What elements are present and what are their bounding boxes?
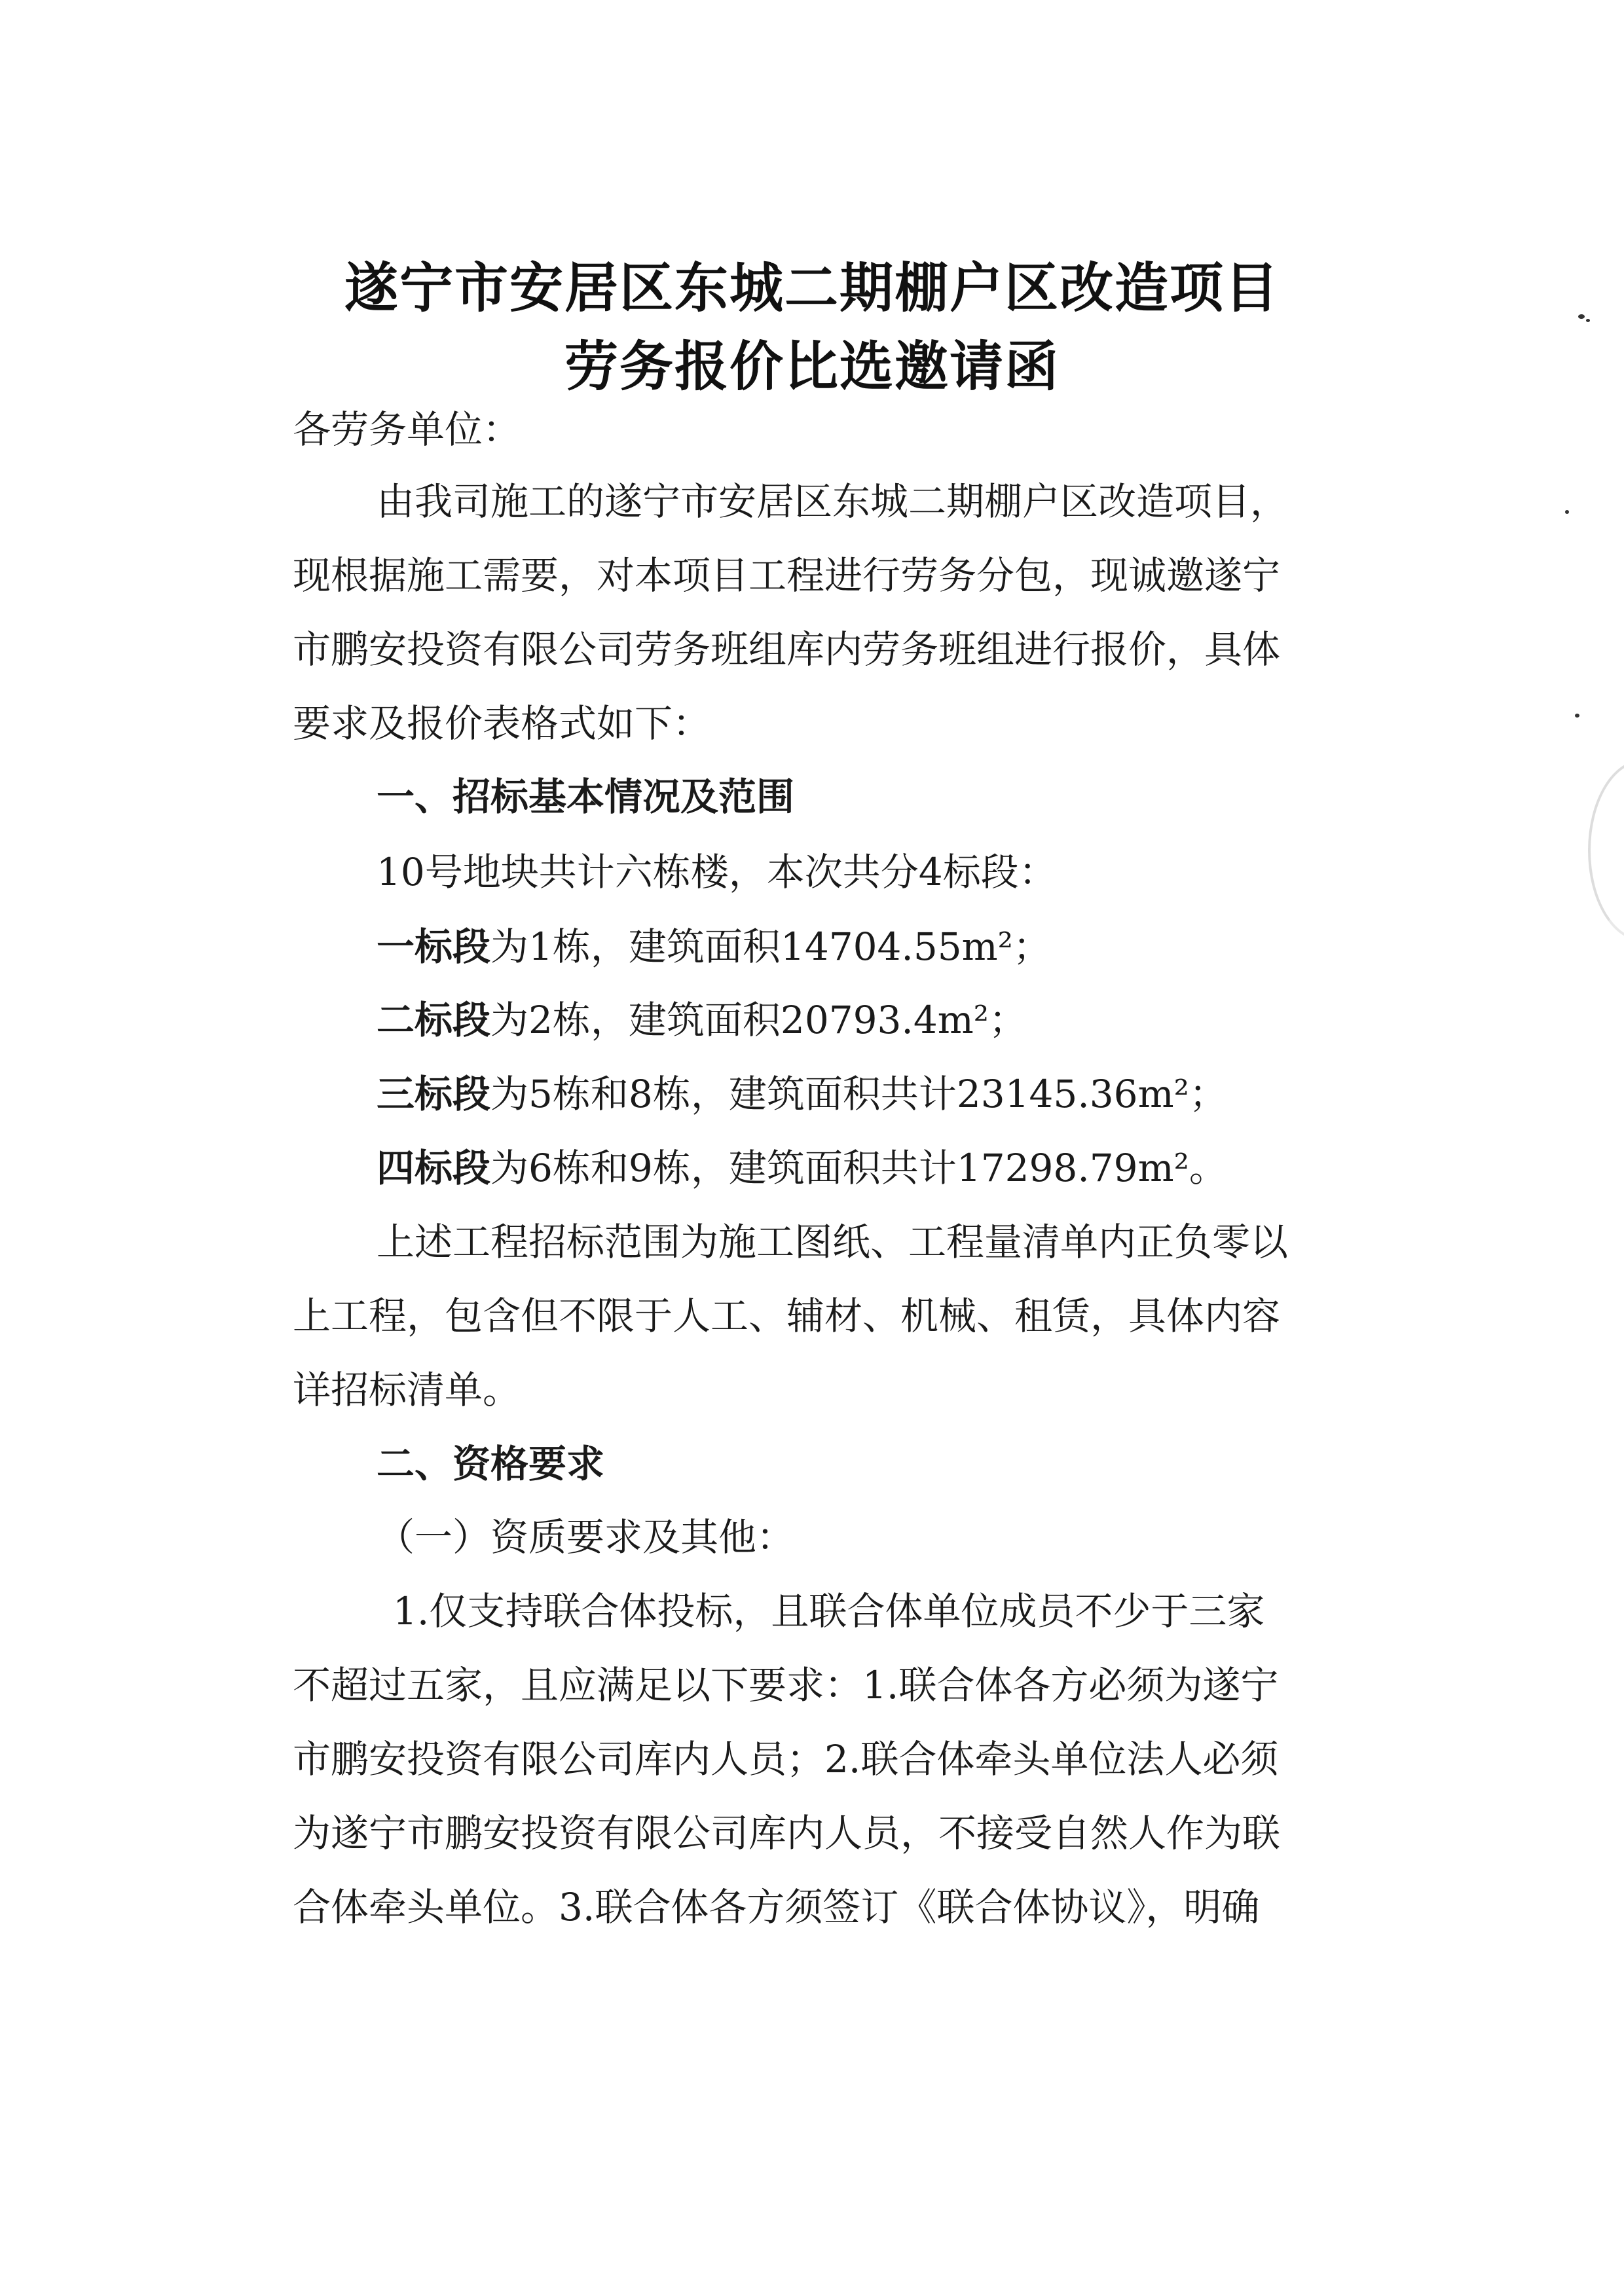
paragraph-line: 1.仅支持联合体投标，且联合体单位成员不少于三家 <box>393 1589 1265 1633</box>
paragraph-line: 由我司施工的遂宁市安居区东城二期棚户区改造项目， <box>377 479 1289 524</box>
title-line-2: 劳务报价比选邀请函 <box>564 336 1060 398</box>
paragraph-line: 上述工程招标范围为施工图纸、工程量清单内正负零以 <box>377 1220 1289 1264</box>
subsection-heading: （一）资质要求及其他： <box>377 1515 795 1559</box>
lot-item <box>377 923 1051 970</box>
paragraph-line: 现根据施工需要，对本项目工程进行劳务分包，现诚邀遂宁 <box>293 553 1281 598</box>
paragraph-line: 为遂宁市鹏安投资有限公司库内人员，不接受自然人作为联 <box>293 1811 1281 1855</box>
plot-summary: 10号地块共计六栋楼，本次共分4标段： <box>377 850 1057 894</box>
lot-text: 为1栋，建筑面积14704.55m²； <box>490 924 1051 969</box>
binding-hole-shadow <box>1588 759 1624 941</box>
lot-name: 一标段 <box>377 924 491 969</box>
lot-text: 为2栋，建筑面积20793.4m²； <box>490 998 1027 1042</box>
section-heading: 一、招标基本情况及范围 <box>377 774 795 819</box>
lot-name: 三标段 <box>377 1072 491 1116</box>
section-heading: 二、资格要求 <box>377 1442 605 1486</box>
paragraph-line: 市鹏安投资有限公司库内人员；2.联合体牵头单位法人必须 <box>293 1737 1279 1781</box>
paragraph-line: 不超过五家，且应满足以下要求：1.联合体各方必须为遂宁 <box>293 1663 1279 1707</box>
lot-item <box>377 1144 1227 1192</box>
paragraph-line: 上工程，包含但不限于人工、辅材、机械、租赁，具体内容 <box>293 1294 1281 1338</box>
scan-speck <box>1575 714 1579 718</box>
lot-text: 为6栋和9栋，建筑面积共计17298.79m²。 <box>490 1146 1227 1190</box>
lot-item <box>377 1070 1227 1118</box>
scan-speck <box>1578 314 1585 319</box>
lot-text: 为5栋和8栋，建筑面积共计23145.36m²； <box>490 1072 1227 1116</box>
salutation: 各劳务单位： <box>293 407 521 452</box>
lot-item <box>377 996 1027 1044</box>
paragraph-line: 合体牵头单位。3.联合体各方须签订《联合体协议》，明确 <box>293 1885 1260 1929</box>
paragraph-line: 详招标清单。 <box>293 1368 521 1412</box>
scan-speck <box>1565 510 1569 514</box>
paragraph-line: 市鹏安投资有限公司劳务班组库内劳务班组进行报价，具体 <box>293 627 1281 672</box>
lot-name: 四标段 <box>377 1146 491 1190</box>
paragraph-line: 要求及报价表格式如下： <box>293 701 711 746</box>
scan-speck <box>1586 319 1590 322</box>
title-line-1: 遂宁市安居区东城二期棚户区改造项目 <box>344 257 1280 319</box>
lot-name: 二标段 <box>377 998 491 1042</box>
